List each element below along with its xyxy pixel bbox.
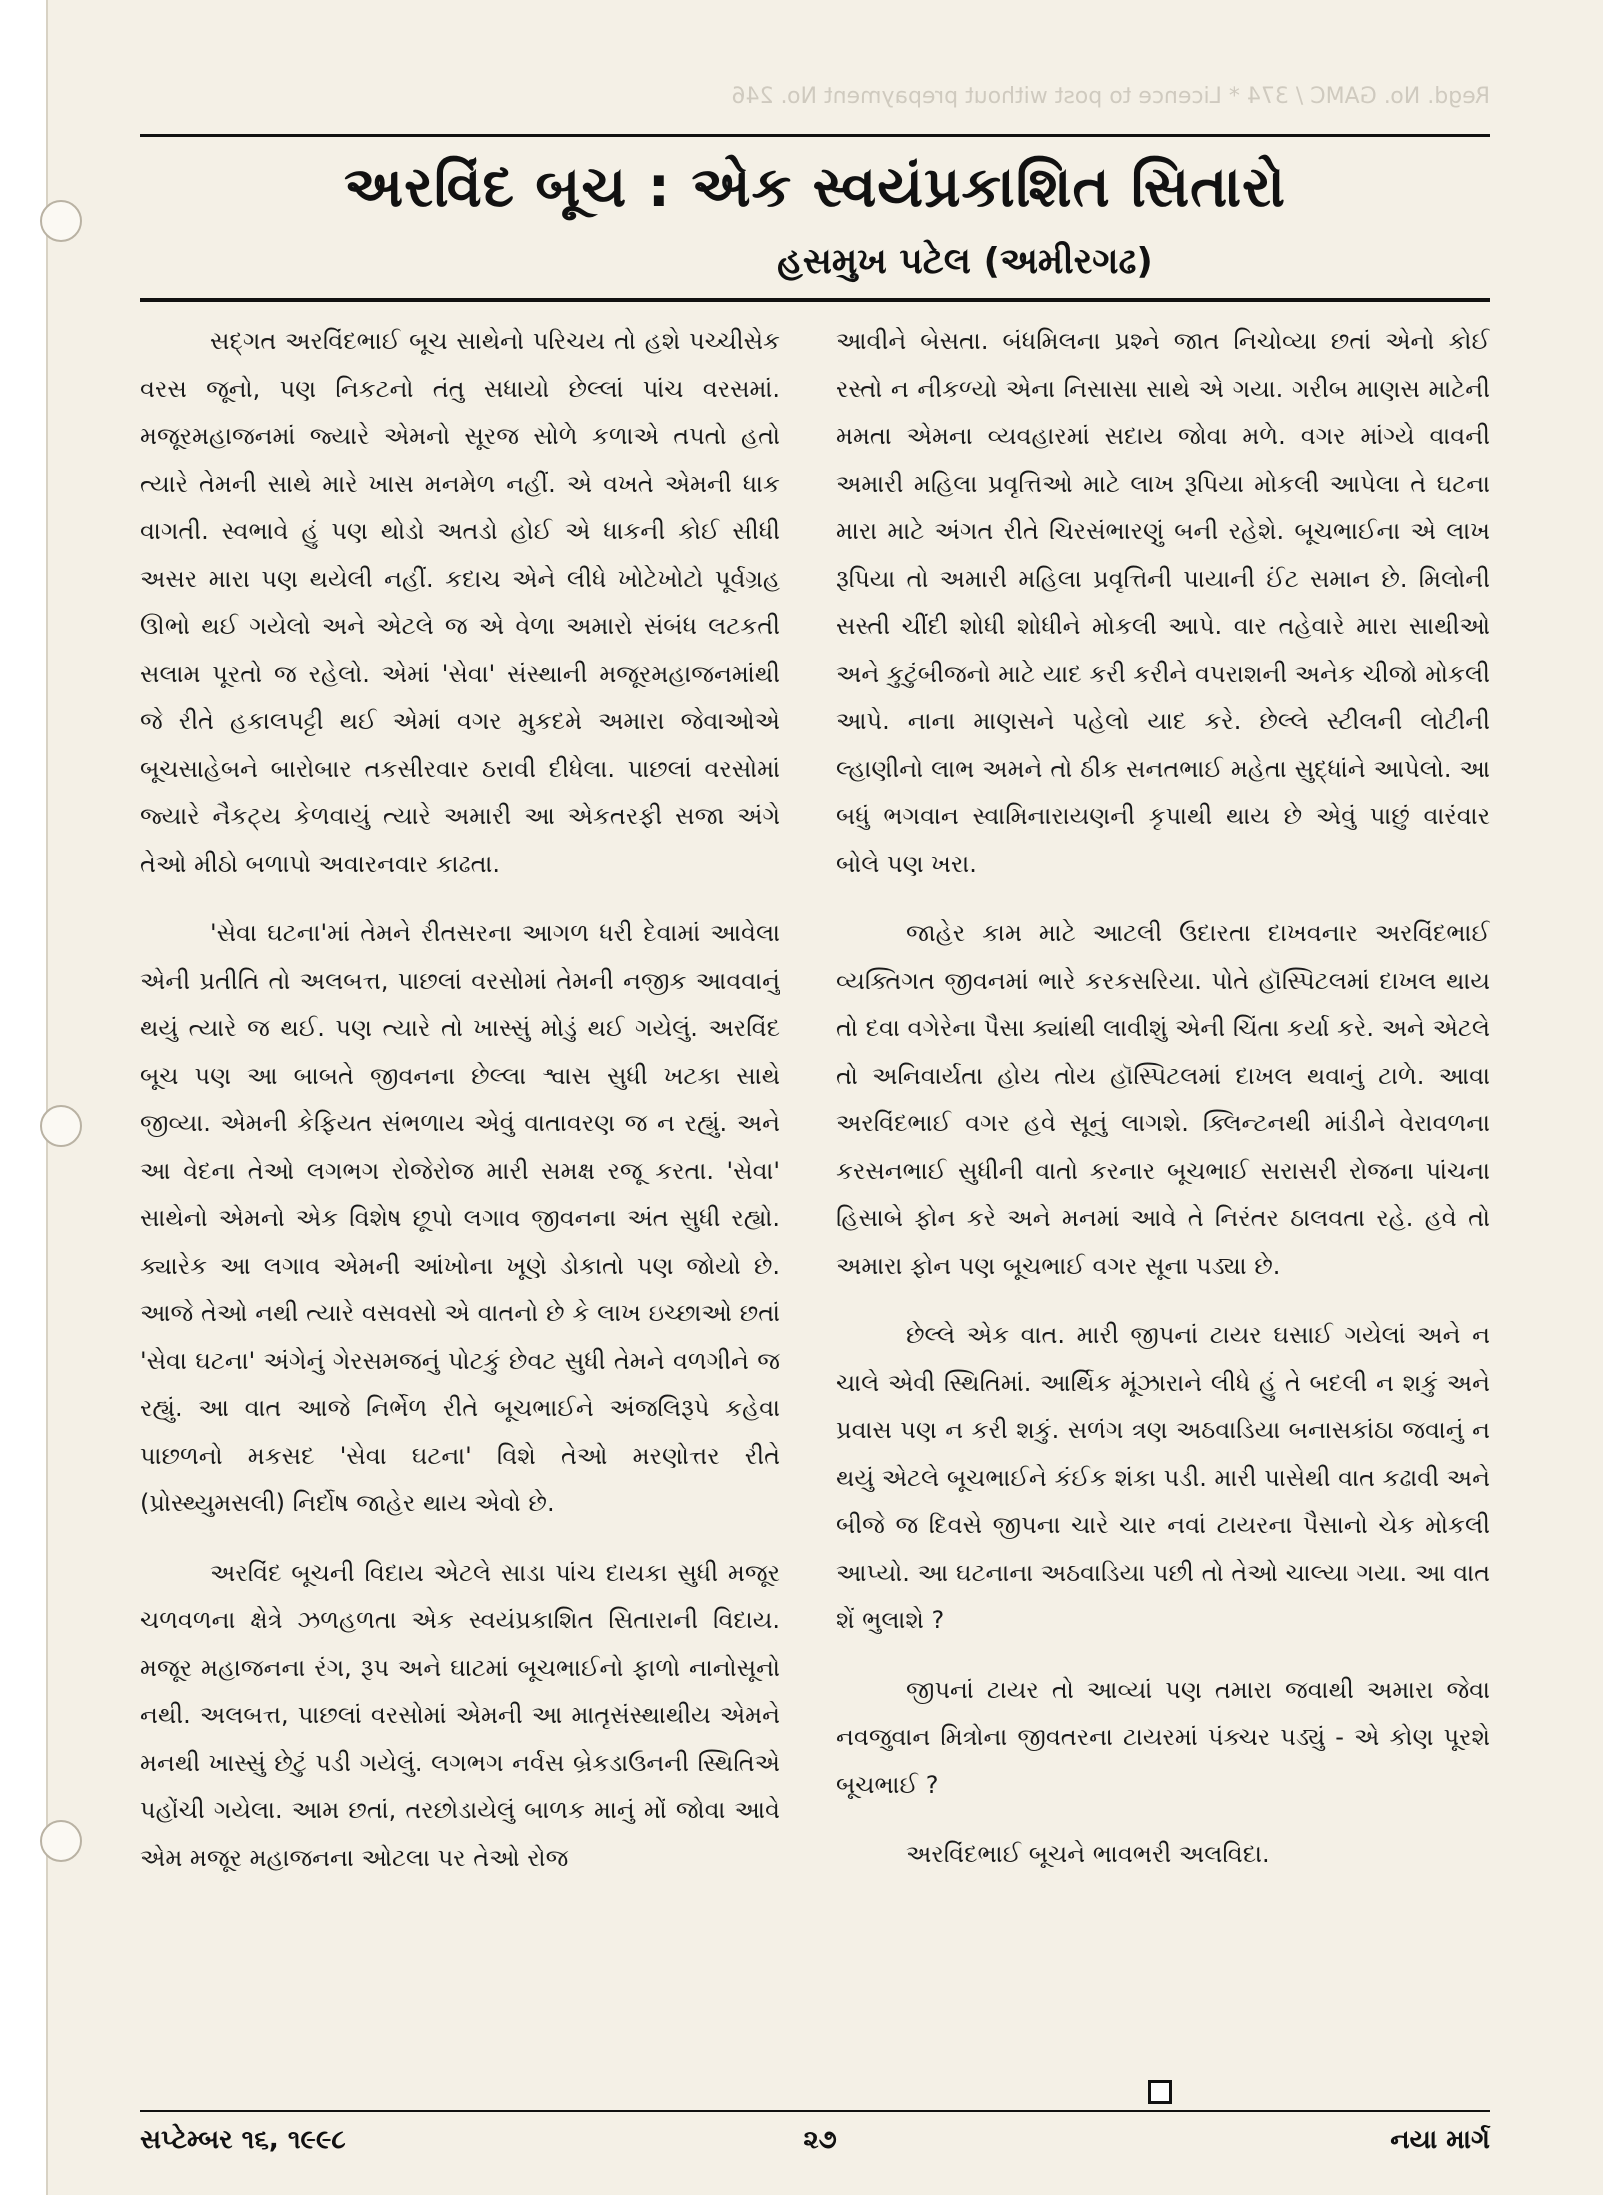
- torn-left-edge: [0, 0, 48, 2195]
- paragraph: અરવિંદ બૂચની વિદાય એટલે સાડા પાંચ દાયકા સુધી મજૂર ચળવળના ક્ષેત્રે ઝળહળતા એક સ્વયંપ્રકાશિત સિતારાની વિદાય. મજૂર મહાજનના રંગ, રૂપ અને ઘાટમાં બૂચભાઈનો ફાળો નાનોસૂનો નથી. અલબત્ત, પાછલાં વરસોમાં એમની આ માતૃસંસ્થાથીય એમને મનથી ખાસ્સું છેટું પડી ગયેલું. લગભગ નર્વસ બ્રેકડાઉનની સ્થિતિએ પહોંચી ગયેલા. આમ છતાં, તરછોડાયેલું બાળક માનું મોં જોવા આવે એમ મજૂર મહાજનના ઓટલા પર તેઓ રોજ: [140, 1558, 780, 1872]
- paragraph: સદ્‌ગત અરવિંદભાઈ બૂચ સાથેનો પરિચય તો હશે પચ્ચીસેક વરસ જૂનો, પણ નિકટનો તંતુ સધાયો છેલ્લાં પાંચ વરસમાં. મજૂરમહાજનમાં જ્યારે એમનો સૂરજ સોળે કળાએ તપતો હતો ત્યારે તેમની સાથે મારે ખાસ મનમેળ નહીં. એ વખતે એમની ધાક વાગતી. સ્વભાવે હું પણ થોડો અતડો હોઈ એ ધાકની કોઈ સીધી અસર મારા પણ થયેલી નહીં. કદાચ એને લીધે ખોટેખોટો પૂર્વગ્રહ ઊભો થઈ ગયેલો અને એટલે જ એ વેળા અમારો સંબંધ લટકતી સલામ પૂરતો જ રહેલો. એમાં 'સેવા' સંસ્થાની મજૂરમહાજનમાંથી જે રીતે હકાલપટ્ટી થઈ એમાં વગર મુકદમે અમારા જેવાઓએ બૂચસાહેબને બારોબાર તકસીરવાર ઠરાવી દીધેલા. પાછલાં વરસોમાં જ્યારે નૈકટ્ય કેળવાયું ત્યારે અમારી આ એકતરફી સજા અંગે તેઓ મીઠો બળાપો અવારનવાર કાઢતા.: [140, 327, 780, 878]
- paragraph: છેલ્લે એક વાત. મારી જીપનાં ટાયર ઘસાઈ ગયેલાં અને ન ચાલે એવી સ્થિતિમાં. આર્થિક મૂંઝારાને લીધે હું તે બદલી ન શકું અને પ્રવાસ પણ ન કરી શકું. સળંગ ત્રણ અઠવાડિયા બનાસકાંઠા જવાનું ન થયું એટલે બૂચભાઈને કંઈક શંકા પડી. મારી પાસેથી વાત કઢાવી અને બીજે જ દિવસે જીપના ચારે ચાર નવાં ટાયરના પૈસાનો ચેક મોકલી આપ્યો. આ ઘટનાના અઠવાડિયા પછી તો તેઓ ચાલ્યા ગયા. આ વાત શેં ભુલાશે ?: [836, 1321, 1490, 1634]
- article-column-right: [836, 318, 1490, 2098]
- paragraph: 'સેવા ઘટના'માં તેમને રીતસરના આગળ ધરી દેવામાં આવેલા એની પ્રતીતિ તો અલબત્ત, પાછલાં વરસોમાં તેમની નજીક આવવાનું થયું ત્યારે જ થઈ. પણ ત્યારે તો ખાસ્સું મોડું થઈ ગયેલું. અરવિંદ બૂચ પણ આ બાબતે જીવનના છેલ્લા શ્વાસ સુધી ખટકા સાથે જીવ્યા. એમની કેફિયત સંભળાય એવું વાતાવરણ જ ન રહ્યું. અને આ વેદના તેઓ લગભગ રોજેરોજ મારી સમક્ષ રજૂ કરતા. 'સેવા' સાથેનો એમનો એક વિશેષ છૂપો લગાવ જીવનના અંત સુધી રહ્યો. ક્યારેક આ લગાવ એમની આંખોના ખૂણે ડોકાતો પણ જોયો છે. આજે તેઓ નથી ત્યારે વસવસો એ વાતનો છે કે લાખ ઇચ્છાઓ છતાં 'સેવા ઘટના' અંગેનું ગેરસમજનું પોટકું છેવટ સુધી તેમને વળગીને જ રહ્યું. આ વાત આજે નિર્ભેળ રીતે બૂચભાઈને અંજલિરૂપે કહેવા પાછળનો મકસદ 'સેવા ઘટના' વિશે તેઓ મરણોત્તર રીતે (પ્રોસ્થ્યુમસલી) નિર્દોષ જાહેર થાય એવો છે.: [140, 919, 780, 1517]
- paragraph: આવીને બેસતા. બંધમિલના પ્રશ્ને જાત નિચોવ્યા છતાં એનો કોઈ રસ્તો ન નીકળ્યો એના નિસાસા સાથે એ ગયા. ગરીબ માણસ માટેની મમતા એમના વ્યવહારમાં સદાય જોવા મળે. વગર માંગ્યે વાવની અમારી મહિલા પ્રવૃત્તિઓ માટે લાખ રૂપિયા મોકલી આપેલા તે ઘટના મારા માટે અંગત રીતે ચિરસંભારણું બની રહેશે. બૂચભાઈના એ લાખ રૂપિયા તો અમારી મહિલા પ્રવૃત્તિની પાયાની ઈંટ સમાન છે. મિલોની સસ્તી ચીંદી શોધી શોધીને મોકલી આપે. વાર તહેવારે મારા સાથીઓ અને કુટુંબીજનો માટે યાદ કરી કરીને વપરાશની અનેક ચીજો મોકલી આપે. નાના માણસને પહેલો યાદ કરે. છેલ્લે સ્ટીલની લોટીની લ્હાણીનો લાભ અમને તો ઠીક સનતભાઈ મહેતા સુદ્ધાંને આપેલો. આ બધું ભગવાન સ્વામિનારાયણની કૃપાથી થાય છે એવું પાછું વારંવાર બોલે પણ ખરા.: [836, 327, 1490, 878]
- paragraph: જીપનાં ટાયર તો આવ્યાં પણ તમારા જવાથી અમારા જેવા નવજુવાન મિત્રોના જીવતરના ટાયરમાં પંક્ચર પડ્યું - એ કોણ પૂરશે બૂચભાઈ ?: [836, 1675, 1490, 1799]
- paragraph: જાહેર કામ માટે આટલી ઉદારતા દાખવનાર અરવિંદભાઈ વ્યક્તિગત જીવનમાં ભારે કરકસરિયા. પોતે હૉસ્પિટલમાં દાખલ થાય તો દવા વગેરેના પૈસા ક્યાંથી લાવીશું એની ચિંતા કર્યા કરે. અને એટલે તો અનિવાર્યતા હોય તોય હૉસ્પિટલમાં દાખલ થવાનું ટાળે. આવા અરવિંદભાઈ વગર હવે સૂનું લાગશે. ક્લિન્ટનથી માંડીને વેરાવળના કરસનભાઈ સુધીની વાતો કરનાર બૂચભાઈ સરાસરી રોજના પાંચના હિસાબે ફોન કરે અને મનમાં આવે તે નિરંતર ઠાલવતા રહે. હવે તો અમારા ફોન પણ બૂચભાઈ વગર સૂના પડ્યા છે.: [836, 919, 1490, 1280]
- footer-rule: [140, 2110, 1490, 2112]
- article-author: હસમુખ પટેલ (અમીરગઢ): [777, 241, 1153, 282]
- footer-page-number: ૨૭: [803, 2125, 837, 2155]
- binding-hole: [40, 1820, 82, 1862]
- show-through-print-header: Regd. No. GAMC / 374 * Licence to post without prepayment No. 246: [731, 84, 1490, 109]
- footer-magazine-name: નયા માર્ગ: [1390, 2125, 1490, 2155]
- paragraph: અરવિંદભાઈ બૂચને ભાવભરી અલવિદા.: [906, 1840, 1270, 1868]
- footer-date: સપ્ટેમ્બર ૧૬, ૧૯૯૮: [140, 2125, 346, 2155]
- article-end-mark: [1148, 2080, 1172, 2104]
- binding-hole: [40, 200, 82, 242]
- article-title: અરવિંદ બૂચ : એક સ્વયંપ્રકાશિત સિતારો: [344, 155, 1286, 220]
- title-top-rule: [140, 134, 1490, 137]
- article-column-left: [140, 318, 780, 2098]
- binding-hole: [40, 1105, 82, 1147]
- title-bottom-rule: [140, 298, 1490, 302]
